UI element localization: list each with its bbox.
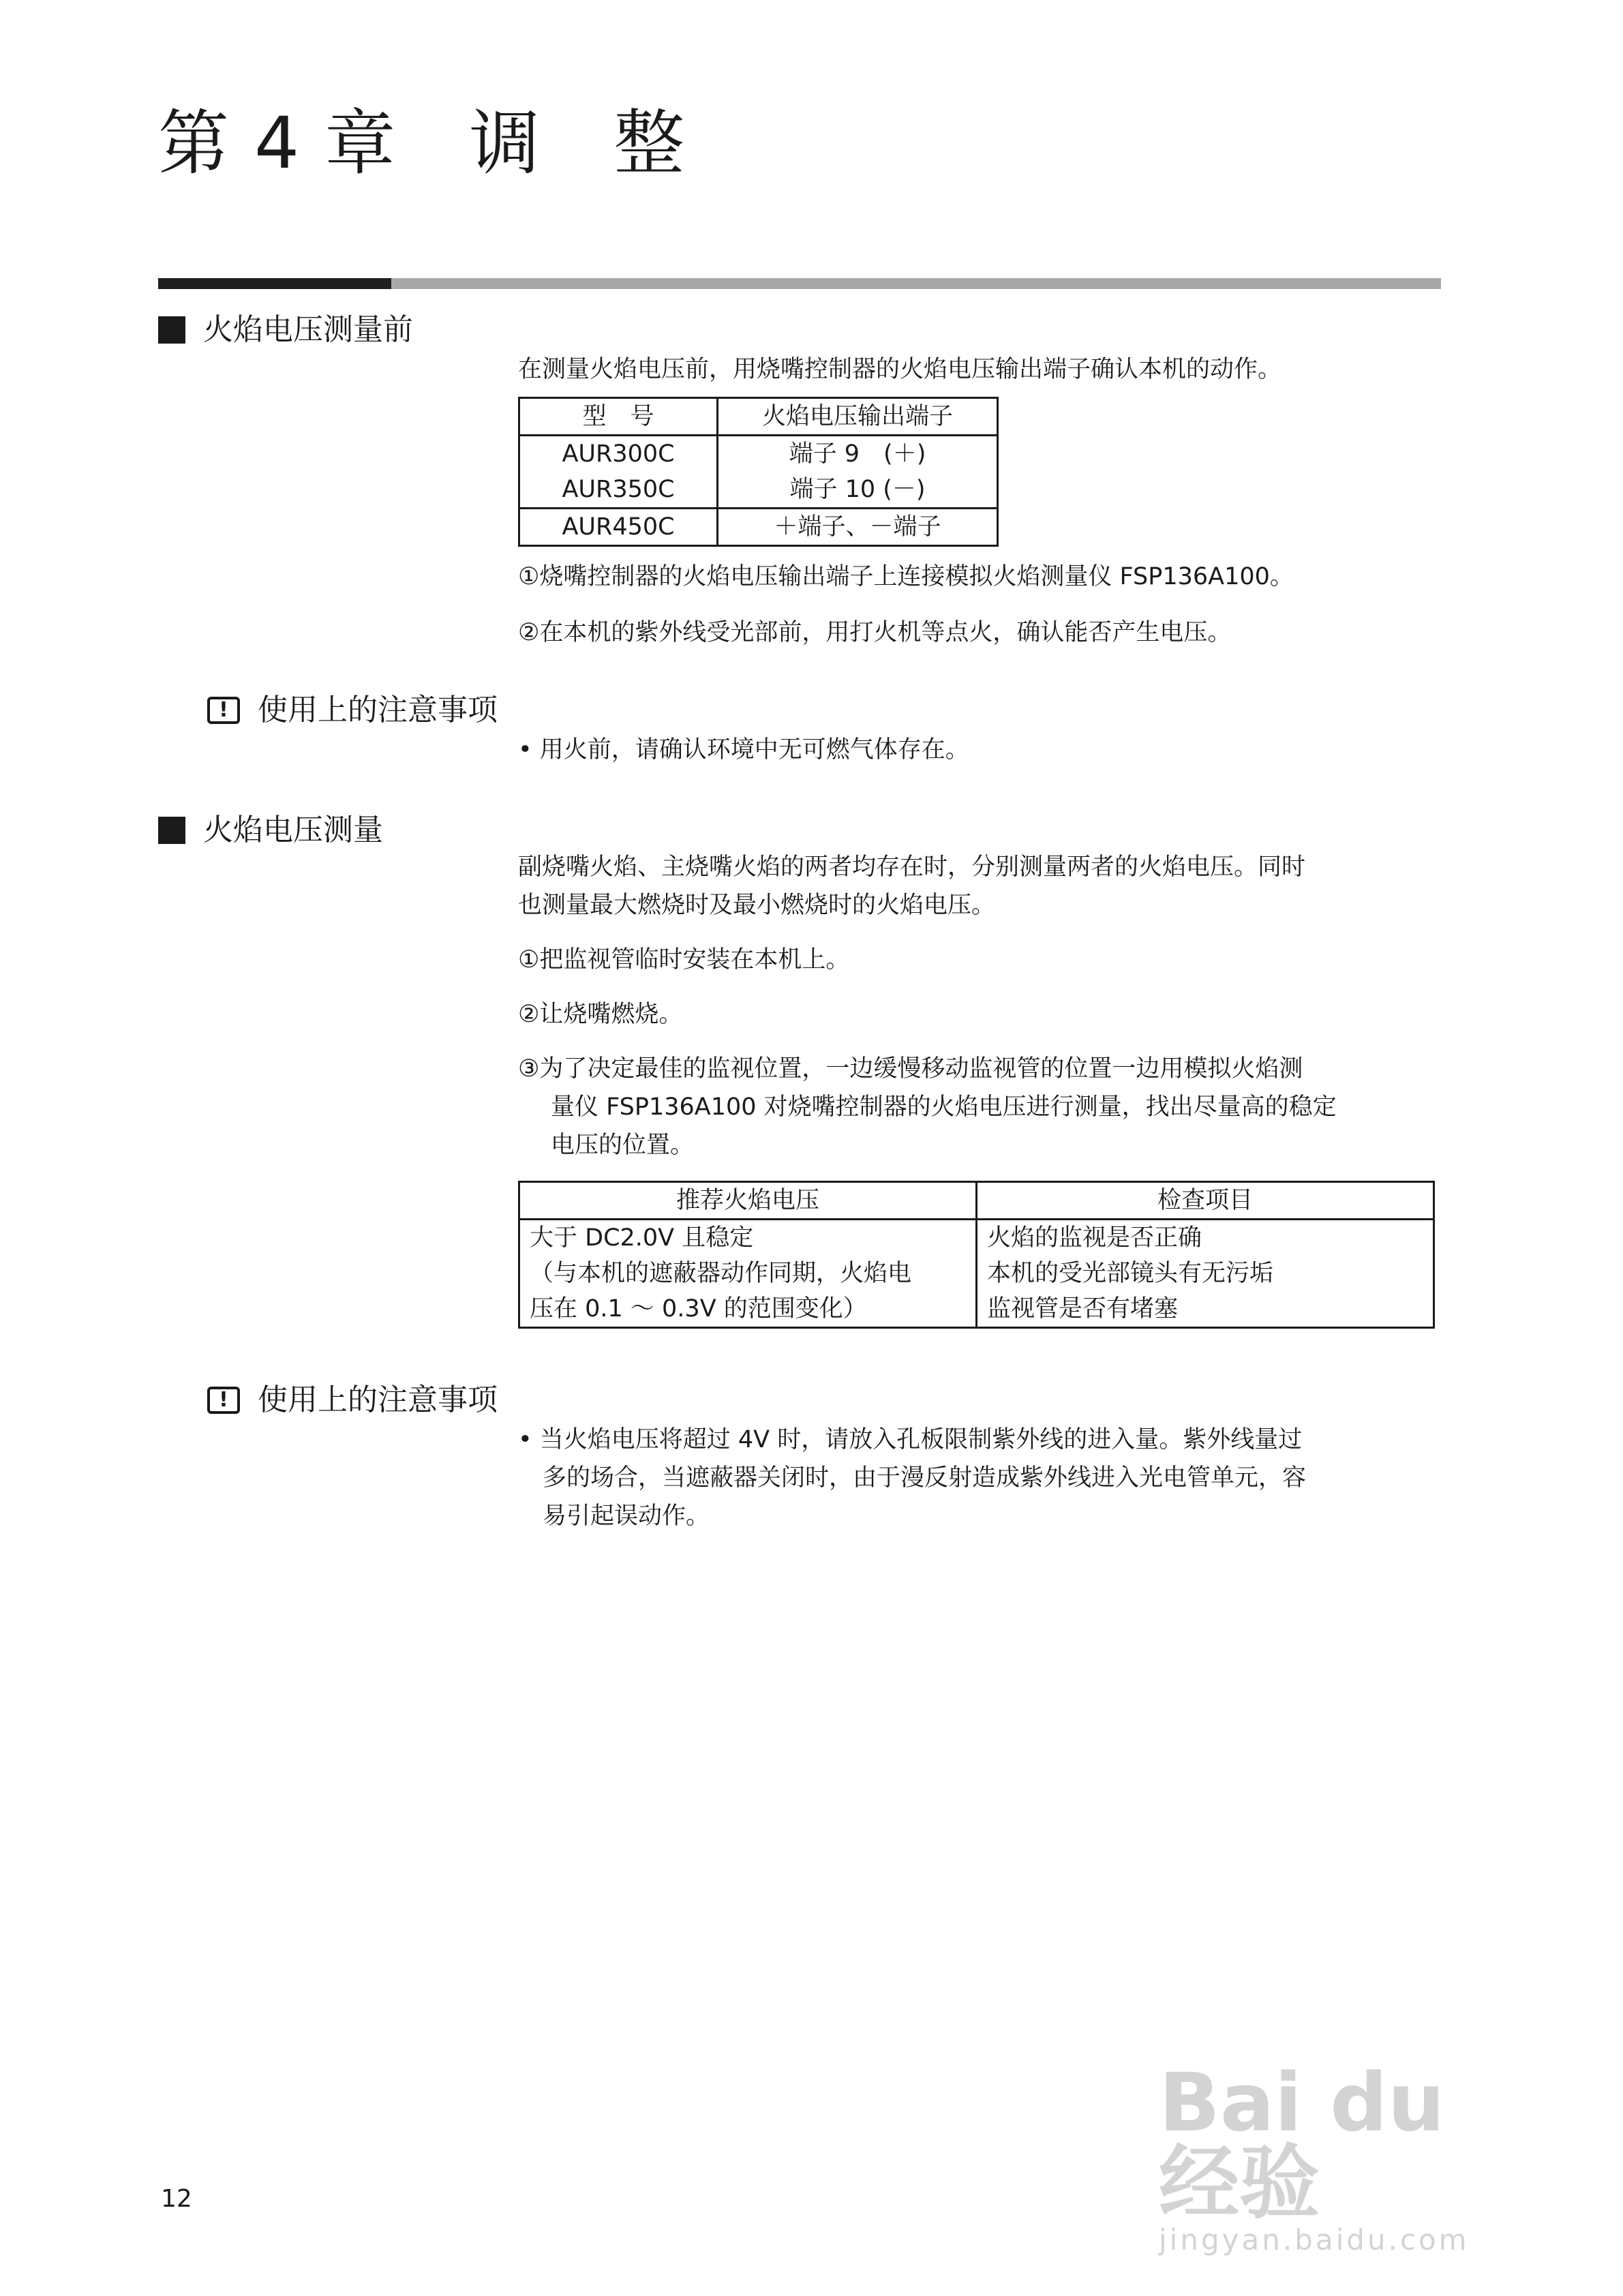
title-rule-dark [158, 278, 391, 289]
terminal-table-header-terminal: 火焰电压输出端子 [718, 398, 998, 436]
check-items-cell [977, 1220, 1434, 1328]
section-heading-2 [158, 815, 383, 845]
caution-heading-1-text: 使用上的注意事项 [258, 693, 498, 727]
section1-intro: 在测量火焰电压前，用烧嘴控制器的火焰电压输出端子确认本机的动作。 [518, 356, 1282, 383]
square-bullet-icon [158, 817, 185, 844]
section-heading-1 [158, 312, 413, 347]
model-aur350c: AUR350C [562, 476, 675, 503]
recommended-voltage-line: 压在 0.1 ～ 0.3V 的范围变化） [530, 1295, 867, 1323]
terminal-9: 端子 9 (＋) [789, 440, 926, 468]
section2-step-2: ②让烧嘴燃烧。 [518, 1001, 683, 1028]
section2-intro-line-1: 副烧嘴火焰、主烧嘴火焰的两者均存在时，分别测量两者的火焰电压。同时 [518, 854, 1306, 881]
terminal-table-header-model: 型 号 [519, 398, 718, 436]
recommended-voltage-line: 大于 DC2.0V 且稳定 [530, 1224, 754, 1252]
check-item: 监视管是否有堵塞 [987, 1295, 1179, 1323]
terminal-10: 端子 10 (－) [789, 476, 926, 503]
section2-step-3-line-1: ③为了决定最佳的监视位置，一边缓慢移动监视管的位置一边用模拟火焰测 [518, 1055, 1303, 1083]
section2-step-1: ①把监视管临时安装在本机上。 [518, 946, 850, 973]
terminal-plus-minus: ＋端子、－端子 [718, 509, 998, 546]
caution-heading-2 [207, 1385, 498, 1415]
terminal-table-cell [718, 436, 998, 509]
check-item: 火焰的监视是否正确 [987, 1224, 1202, 1252]
caution1-bullet: • 用火前，请确认环境中无可燃气体存在。 [518, 736, 969, 764]
terminal-table-cell [519, 436, 718, 509]
model-aur450c: AUR450C [519, 509, 718, 546]
square-bullet-icon [158, 316, 185, 344]
terminal-table [518, 397, 999, 547]
page-number: 12 [161, 2185, 192, 2213]
baidu-watermark [1159, 2055, 1541, 2256]
caution2-line-2: 多的场合，当遮蔽器关闭时，由于漫反射造成紫外线进入光电管单元，容 [543, 1464, 1307, 1492]
section2-intro-line-2: 也测量最大燃烧时及最小燃烧时的火焰电压。 [518, 892, 996, 919]
caution2-line-1: • 当火焰电压将超过 4V 时，请放入孔板限制紫外线的进入量。紫外线量过 [518, 1426, 1303, 1453]
flame-voltage-table-header-voltage: 推荐火焰电压 [519, 1182, 977, 1220]
caution2-line-3: 易引起误动作。 [543, 1502, 710, 1530]
recommended-voltage-cell [519, 1220, 977, 1328]
flame-voltage-table [518, 1181, 1435, 1329]
check-item: 本机的受光部镜头有无污垢 [987, 1260, 1274, 1287]
caution-icon: ! [207, 1387, 240, 1414]
section-heading-1-text: 火焰电压测量前 [203, 312, 413, 347]
chapter-title: 第 4 章 调 整 [158, 102, 686, 185]
flame-voltage-table-header-check: 检查项目 [977, 1182, 1434, 1220]
section2-step-3-line-2: 量仪 FSP136A100 对烧嘴控制器的火焰电压进行测量，找出尽量高的稳定 [551, 1093, 1337, 1121]
watermark-url: jingyan.baidu.com [1159, 2223, 1470, 2256]
section-heading-2-text: 火焰电压测量 [203, 813, 383, 847]
title-rule-light [391, 278, 1441, 289]
section1-step-1: ①烧嘴控制器的火焰电压输出端子上连接模拟火焰测量仪 FSP136A100。 [518, 563, 1294, 590]
caution-heading-2-text: 使用上的注意事项 [258, 1383, 498, 1417]
recommended-voltage-line: （与本机的遮蔽器动作同期，火焰电 [530, 1260, 912, 1287]
watermark-brand: Bai du 经验 [1159, 2055, 1445, 2230]
section1-step-2: ②在本机的紫外线受光部前，用打火机等点火，确认能否产生电压。 [518, 619, 1232, 646]
model-aur300c: AUR300C [562, 440, 675, 468]
caution-icon: ! [207, 697, 240, 724]
section2-step-3-line-3: 电压的位置。 [551, 1132, 695, 1159]
caution-heading-1 [207, 695, 498, 725]
